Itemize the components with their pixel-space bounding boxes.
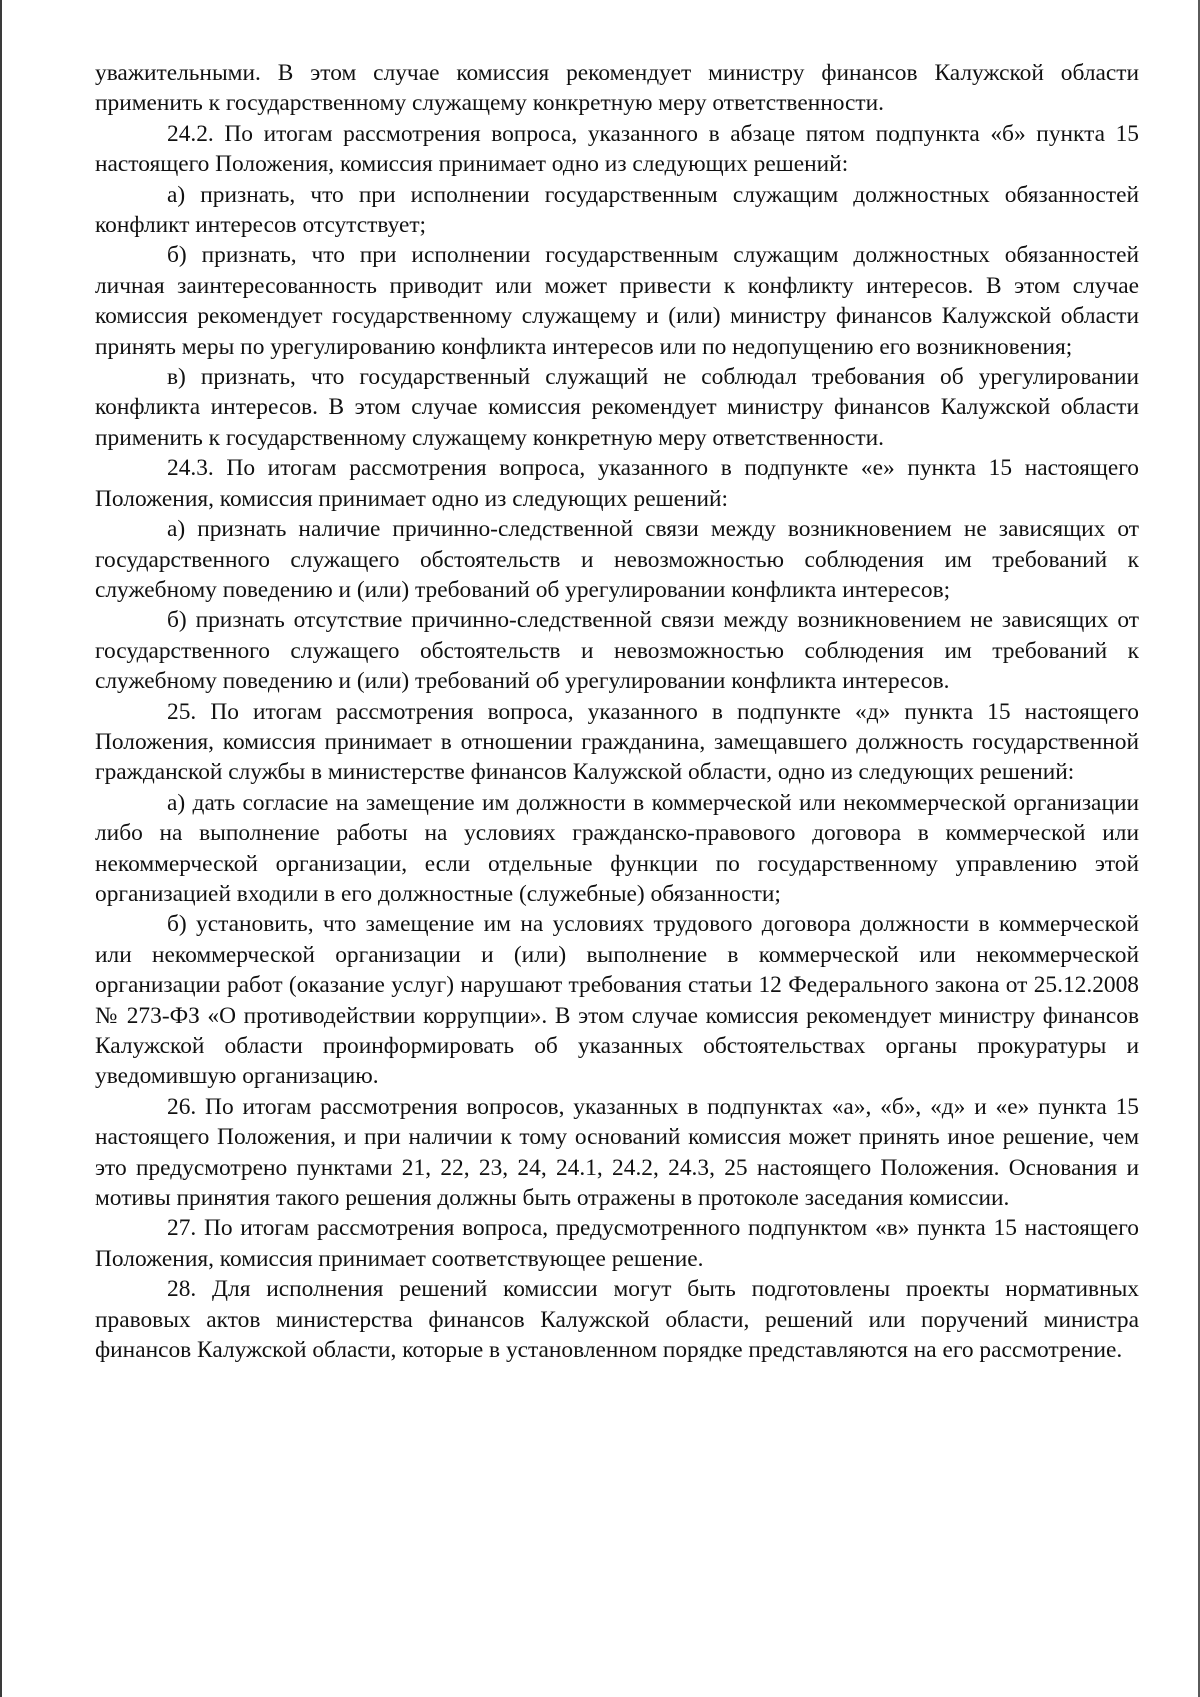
paragraph-25-b: б) установить, что замещение им на условиях трудового договора должности в коммерческой или некоммерческой организации и (или) выполнение в коммерческой или некоммерческой организации работ (оказание услуг) нарушают требования статьи 12 Федерального закона от 25.12.2008 № 273-ФЗ «О противодействии коррупции». В этом случае комиссия рекомендует министру финансов Калужской области проинформировать об указанных обстоятельствах органы прокуратуры и уведомившую организацию. bbox=[95, 911, 1139, 1090]
scan-edge-left bbox=[0, 0, 2, 1697]
paragraph-24-3: 24.3. По итогам рассмотрения вопроса, указанного в подпункте «е» пункта 15 настоящего Положения, комиссия принимает одно из следующих решений: bbox=[95, 455, 1139, 512]
paragraph-28: 28. Для исполнения решений комиссии могут быть подготовлены проекты нормативных правовых актов министерства финансов Калужской области, решений или поручений министра финансов Калужской области, которые в установленном порядке представляются на его рассмотрение. bbox=[95, 1276, 1139, 1364]
paragraph-26: 26. По итогам рассмотрения вопросов, указанных в подпунктах «а», «б», «д» и «е» пункта 15 настоящего Положения, и при наличии к тому оснований комиссия может принять иное решение, чем это предусмотрено пунктами 21, 22, 23, 24, 24.1, 24.2, 24.3, 25 настоящего Положения. Основания и мотивы принятия такого решения должны быть отражены в протоколе заседания комиссии. bbox=[95, 1093, 1139, 1212]
paragraph-24-2: 24.2. По итогам рассмотрения вопроса, указанного в абзаце пятом подпункта «б» пункта 15 настоящего Положения, комиссия принимает одно из следующих решений: bbox=[95, 120, 1139, 178]
paragraph-24-3-b: б) признать отсутствие причинно-следственной связи между возникновением не зависящих от государственного служащего обстоятельств и невозможностью соблюдения им требований к служебному поведению и (или) требований об урегулировании конфликта интересов. bbox=[95, 607, 1139, 695]
paragraph-25: 25. По итогам рассмотрения вопроса, указанного в подпункте «д» пункта 15 настоящего Положения, комиссия принимает в отношении гражданина, замещавшего должность государственной гражданской службы в министерстве финансов Калужской области, одно из следующих решений: bbox=[95, 698, 1139, 786]
paragraph-24-2-v: в) признать, что государственный служащий не соблюдал требования об урегулировании конфликта интересов. В этом случае комиссия рекомендует министру финансов Калужской области применить к государственному служащему конкретную меру ответственности. bbox=[95, 364, 1139, 451]
paragraph-24-2-a: а) признать, что при исполнении государственным служащим должностных обязанностей конфликт интересов отсутствует; bbox=[95, 181, 1139, 239]
paragraph-continuation: уважительными. В этом случае комиссия рекомендует министру финансов Калужской области применить к государственному служащему конкретную меру ответственности. bbox=[95, 60, 1139, 117]
paragraph-24-3-a: а) признать наличие причинно-следственной связи между возникновением не зависящих от государственного служащего обстоятельств и невозможностью соблюдения им требований к служебному поведению и (или) требований об урегулировании конфликта интересов; bbox=[95, 516, 1139, 603]
document-body bbox=[95, 58, 1139, 1365]
paragraph-25-a: а) дать согласие на замещение им должности в коммерческой или некоммерческой организации либо на выполнение работы на условиях гражданско-правового договора в коммерческой или некоммерческой организации, если отдельные функции по государственному управлению этой организацией входили в его должностные (служебные) обязанности; bbox=[95, 789, 1139, 907]
paragraph-24-2-b: б) признать, что при исполнении государственным служащим должностных обязанностей личная заинтересованность приводит или может привести к конфликту интересов. В этом случае комиссия рекомендует государственному служащему и (или) министру финансов Калужской области принять меры по урегулированию конфликта интересов или по недопущению его возникновения; bbox=[95, 242, 1139, 360]
paragraph-27: 27. По итогам рассмотрения вопроса, предусмотренного подпунктом «в» пункта 15 настоящего Положения, комиссия принимает соответствующее решение. bbox=[95, 1215, 1139, 1272]
